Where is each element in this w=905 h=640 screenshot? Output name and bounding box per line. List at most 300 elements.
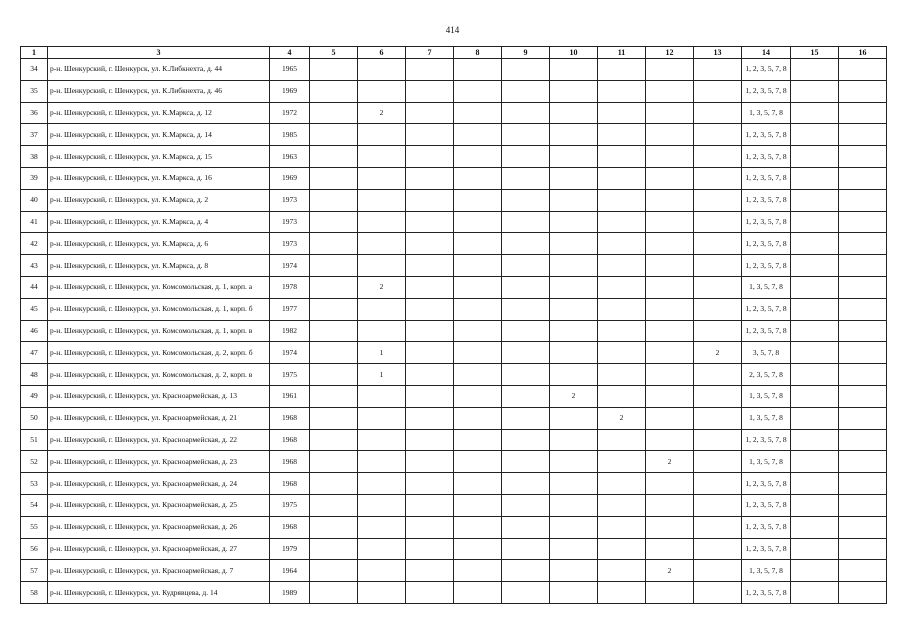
table-cell — [454, 59, 502, 81]
table-cell — [502, 124, 550, 146]
table-cell — [358, 189, 406, 211]
row-number-cell: 39 — [21, 167, 48, 189]
table-cell — [839, 124, 887, 146]
table-cell — [694, 189, 742, 211]
table-cell — [406, 429, 454, 451]
table-cell — [646, 298, 694, 320]
table-cell — [406, 146, 454, 168]
table-cell — [839, 233, 887, 255]
table-cell — [310, 167, 358, 189]
table-row — [21, 189, 887, 211]
table-cell — [502, 167, 550, 189]
table-cell — [406, 124, 454, 146]
table-cell — [791, 429, 839, 451]
table-cell — [791, 255, 839, 277]
row-number-cell: 57 — [21, 560, 48, 582]
table-cell — [598, 320, 646, 342]
table-cell — [358, 233, 406, 255]
table-cell — [550, 473, 598, 495]
table-cell — [310, 516, 358, 538]
table-cell — [694, 407, 742, 429]
column-header: 4 — [270, 47, 310, 59]
table-row — [21, 320, 887, 342]
table-cell — [454, 233, 502, 255]
table-cell — [791, 167, 839, 189]
table-row — [21, 255, 887, 277]
table-cell — [839, 298, 887, 320]
year-cell: 1973 — [270, 233, 310, 255]
table-cell — [550, 320, 598, 342]
year-cell: 1982 — [270, 320, 310, 342]
address-cell: р-н. Шенкурский, г. Шенкурск, ул. К.Маркса, д. 15 — [48, 146, 270, 168]
table-cell — [406, 80, 454, 102]
table-cell — [454, 342, 502, 364]
table-cell — [358, 167, 406, 189]
row-number-cell: 48 — [21, 364, 48, 386]
year-cell: 1985 — [270, 124, 310, 146]
table-cell — [839, 255, 887, 277]
table-cell — [791, 146, 839, 168]
table-cell — [839, 320, 887, 342]
row-number-cell: 53 — [21, 473, 48, 495]
table-cell — [406, 189, 454, 211]
table-cell — [598, 146, 646, 168]
table-cell — [598, 429, 646, 451]
row-number-cell: 56 — [21, 538, 48, 560]
table-cell — [550, 255, 598, 277]
table-row — [21, 429, 887, 451]
table-cell — [310, 494, 358, 516]
table-cell — [598, 276, 646, 298]
year-cell: 1963 — [270, 146, 310, 168]
table-cell — [550, 538, 598, 560]
table-cell — [502, 276, 550, 298]
table-cell — [502, 298, 550, 320]
table-cell — [454, 320, 502, 342]
table-body — [21, 59, 887, 604]
table-cell — [502, 211, 550, 233]
table-cell — [550, 167, 598, 189]
table-cell — [454, 102, 502, 124]
table-cell — [358, 582, 406, 604]
table-cell — [454, 473, 502, 495]
table-cell — [454, 516, 502, 538]
table-cell — [310, 298, 358, 320]
table-cell — [454, 385, 502, 407]
table-cell — [839, 364, 887, 386]
table-cell — [694, 516, 742, 538]
table-cell — [550, 407, 598, 429]
table-cell — [598, 211, 646, 233]
column-header: 10 — [550, 47, 598, 59]
table-cell — [502, 255, 550, 277]
table-cell — [550, 233, 598, 255]
table-cell — [502, 364, 550, 386]
table-cell — [839, 494, 887, 516]
table-cell — [550, 124, 598, 146]
table-cell — [598, 80, 646, 102]
table-cell — [598, 451, 646, 473]
table-cell — [646, 320, 694, 342]
table-cell — [694, 211, 742, 233]
row-number-cell: 55 — [21, 516, 48, 538]
table-cell: 1 — [358, 342, 406, 364]
address-cell: р-н. Шенкурский, г. Шенкурск, ул. К.Маркса, д. 4 — [48, 211, 270, 233]
column-header: 12 — [646, 47, 694, 59]
address-cell: р-н. Шенкурский, г. Шенкурск, ул. К.Либкнехта, д. 46 — [48, 80, 270, 102]
table-cell — [791, 59, 839, 81]
table-cell — [791, 80, 839, 102]
table-cell — [454, 364, 502, 386]
table-cell — [454, 255, 502, 277]
table-cell — [502, 538, 550, 560]
table-cell — [358, 429, 406, 451]
table-cell — [454, 189, 502, 211]
address-cell: р-н. Шенкурский, г. Шенкурск, ул. Красноармейская, д. 7 — [48, 560, 270, 582]
column-header: 7 — [406, 47, 454, 59]
table-cell — [406, 320, 454, 342]
table-row — [21, 473, 887, 495]
row-number-cell: 45 — [21, 298, 48, 320]
year-cell: 1974 — [270, 255, 310, 277]
table-cell — [694, 167, 742, 189]
table-cell — [502, 473, 550, 495]
table-cell — [454, 582, 502, 604]
table-cell — [406, 516, 454, 538]
table-cell: 1, 2, 3, 5, 7, 8 — [742, 211, 791, 233]
table-cell — [646, 516, 694, 538]
address-cell: р-н. Шенкурский, г. Шенкурск, ул. Комсомольская, д. 1, корп. в — [48, 320, 270, 342]
table-row — [21, 102, 887, 124]
table-cell — [358, 211, 406, 233]
table-cell — [454, 538, 502, 560]
table-cell — [694, 59, 742, 81]
table-cell: 1, 3, 5, 7, 8 — [742, 451, 791, 473]
table-cell — [310, 429, 358, 451]
table-cell — [550, 516, 598, 538]
table-cell: 1, 2, 3, 5, 7, 8 — [742, 146, 791, 168]
address-cell: р-н. Шенкурский, г. Шенкурск, ул. К.Маркса, д. 16 — [48, 167, 270, 189]
table-cell — [694, 429, 742, 451]
table-cell — [646, 255, 694, 277]
table-cell — [502, 189, 550, 211]
table-row — [21, 538, 887, 560]
table-cell — [310, 407, 358, 429]
table-cell — [694, 146, 742, 168]
address-cell: р-н. Шенкурский, г. Шенкурск, ул. К.Маркса, д. 14 — [48, 124, 270, 146]
year-cell: 1965 — [270, 59, 310, 81]
table-cell — [358, 407, 406, 429]
table-cell — [646, 407, 694, 429]
table-cell — [502, 560, 550, 582]
page-number: 414 — [445, 25, 460, 35]
year-cell: 1975 — [270, 494, 310, 516]
table-cell — [791, 298, 839, 320]
year-cell: 1964 — [270, 560, 310, 582]
table-cell — [839, 102, 887, 124]
table-cell: 1, 2, 3, 5, 7, 8 — [742, 582, 791, 604]
table-cell — [694, 255, 742, 277]
table-cell — [839, 560, 887, 582]
table-cell — [406, 473, 454, 495]
table-cell — [598, 342, 646, 364]
table-cell — [839, 167, 887, 189]
table-cell — [310, 233, 358, 255]
table-cell — [406, 582, 454, 604]
table-row — [21, 211, 887, 233]
table-cell — [646, 385, 694, 407]
table-cell — [454, 407, 502, 429]
address-cell: р-н. Шенкурский, г. Шенкурск, ул. Красноармейская, д. 21 — [48, 407, 270, 429]
year-cell: 1979 — [270, 538, 310, 560]
table-cell — [406, 211, 454, 233]
address-cell: р-н. Шенкурский, г. Шенкурск, ул. Красноармейская, д. 13 — [48, 385, 270, 407]
table-cell — [791, 211, 839, 233]
column-header: 13 — [694, 47, 742, 59]
table-cell — [791, 342, 839, 364]
table-cell — [839, 407, 887, 429]
table-cell — [550, 298, 598, 320]
table-cell — [791, 124, 839, 146]
table-cell — [550, 59, 598, 81]
table-cell — [694, 276, 742, 298]
table-cell — [310, 582, 358, 604]
header-row — [21, 47, 887, 59]
table-cell — [406, 560, 454, 582]
table-cell — [502, 385, 550, 407]
table-cell — [791, 364, 839, 386]
column-header: 8 — [454, 47, 502, 59]
table-cell — [550, 494, 598, 516]
table-cell — [839, 538, 887, 560]
table-cell: 1, 3, 5, 7, 8 — [742, 276, 791, 298]
table-cell — [598, 538, 646, 560]
table-cell — [694, 233, 742, 255]
table-cell: 2 — [358, 102, 406, 124]
table-cell — [358, 538, 406, 560]
table-row — [21, 59, 887, 81]
table-cell — [358, 80, 406, 102]
table-cell — [791, 233, 839, 255]
table-cell: 1, 2, 3, 5, 7, 8 — [742, 516, 791, 538]
table-cell — [358, 494, 406, 516]
table-cell — [598, 255, 646, 277]
year-cell: 1989 — [270, 582, 310, 604]
table-cell — [406, 538, 454, 560]
column-header: 1 — [21, 47, 48, 59]
table-cell — [550, 211, 598, 233]
table-cell — [550, 560, 598, 582]
table-cell — [502, 451, 550, 473]
table-cell — [358, 516, 406, 538]
year-cell: 1978 — [270, 276, 310, 298]
table-cell — [694, 320, 742, 342]
table-cell — [406, 102, 454, 124]
row-number-cell: 50 — [21, 407, 48, 429]
table-cell — [839, 146, 887, 168]
row-number-cell: 38 — [21, 146, 48, 168]
table-cell — [454, 211, 502, 233]
row-number-cell: 34 — [21, 59, 48, 81]
table-cell — [454, 124, 502, 146]
table-cell — [839, 451, 887, 473]
table-cell — [310, 451, 358, 473]
table-cell — [358, 320, 406, 342]
table-cell — [694, 582, 742, 604]
table-cell — [502, 233, 550, 255]
year-cell: 1969 — [270, 167, 310, 189]
table-cell — [598, 494, 646, 516]
table-row — [21, 385, 887, 407]
table-cell — [550, 276, 598, 298]
table-cell — [598, 189, 646, 211]
table-cell — [646, 124, 694, 146]
address-cell: р-н. Шенкурский, г. Шенкурск, ул. К.Маркса, д. 8 — [48, 255, 270, 277]
address-cell: р-н. Шенкурский, г. Шенкурск, ул. К.Маркса, д. 2 — [48, 189, 270, 211]
table-cell: 3, 5, 7, 8 — [742, 342, 791, 364]
table-cell — [694, 451, 742, 473]
table-cell — [454, 298, 502, 320]
table-cell: 1, 2, 3, 5, 7, 8 — [742, 233, 791, 255]
table-cell — [646, 80, 694, 102]
table-cell — [358, 124, 406, 146]
table-cell — [502, 494, 550, 516]
table-cell — [839, 80, 887, 102]
table-cell — [791, 538, 839, 560]
table-cell — [502, 80, 550, 102]
table-cell — [646, 364, 694, 386]
table-cell — [598, 385, 646, 407]
table-cell: 1, 2, 3, 5, 7, 8 — [742, 538, 791, 560]
table-row — [21, 582, 887, 604]
table-cell — [550, 102, 598, 124]
table-cell — [646, 59, 694, 81]
table-cell — [358, 385, 406, 407]
year-cell: 1977 — [270, 298, 310, 320]
table-cell — [839, 189, 887, 211]
table-cell — [310, 473, 358, 495]
table-cell — [646, 342, 694, 364]
table-cell: 2, 3, 5, 7, 8 — [742, 364, 791, 386]
year-cell: 1973 — [270, 211, 310, 233]
table-cell — [839, 429, 887, 451]
table-cell — [406, 255, 454, 277]
column-header: 3 — [48, 47, 270, 59]
table-cell — [550, 80, 598, 102]
address-cell: р-н. Шенкурский, г. Шенкурск, ул. К.Маркса, д. 12 — [48, 102, 270, 124]
table-cell — [694, 124, 742, 146]
table-cell — [646, 494, 694, 516]
year-cell: 1968 — [270, 516, 310, 538]
column-header: 6 — [358, 47, 406, 59]
table-cell: 1, 2, 3, 5, 7, 8 — [742, 429, 791, 451]
table-cell — [454, 80, 502, 102]
table-row — [21, 364, 887, 386]
table-cell — [550, 451, 598, 473]
table-cell — [406, 233, 454, 255]
column-header: 14 — [742, 47, 791, 59]
table-cell: 1, 2, 3, 5, 7, 8 — [742, 473, 791, 495]
table-cell — [454, 146, 502, 168]
table-cell: 2 — [694, 342, 742, 364]
table-cell — [646, 582, 694, 604]
table-cell — [406, 407, 454, 429]
table-cell — [791, 189, 839, 211]
table-cell — [791, 385, 839, 407]
row-number-cell: 52 — [21, 451, 48, 473]
table-cell — [598, 473, 646, 495]
row-number-cell: 35 — [21, 80, 48, 102]
row-number-cell: 41 — [21, 211, 48, 233]
row-number-cell: 36 — [21, 102, 48, 124]
table-cell — [598, 560, 646, 582]
table-row — [21, 494, 887, 516]
table-cell — [310, 211, 358, 233]
table-cell — [598, 298, 646, 320]
table-cell — [310, 255, 358, 277]
table-cell — [839, 582, 887, 604]
address-cell: р-н. Шенкурский, г. Шенкурск, ул. К.Маркса, д. 6 — [48, 233, 270, 255]
table-cell: 1, 3, 5, 7, 8 — [742, 407, 791, 429]
table-cell — [310, 59, 358, 81]
table-cell — [310, 102, 358, 124]
row-number-cell: 43 — [21, 255, 48, 277]
table-cell — [406, 276, 454, 298]
table-cell — [694, 80, 742, 102]
table-cell — [791, 494, 839, 516]
table-row — [21, 560, 887, 582]
table-cell — [839, 276, 887, 298]
table-cell — [598, 364, 646, 386]
table-cell — [502, 102, 550, 124]
table-cell — [310, 189, 358, 211]
table-cell — [406, 494, 454, 516]
table-cell — [598, 124, 646, 146]
table-cell — [791, 582, 839, 604]
table-cell — [694, 364, 742, 386]
table-cell — [646, 429, 694, 451]
table-cell — [646, 102, 694, 124]
table-cell — [310, 342, 358, 364]
table-row — [21, 451, 887, 473]
address-cell: р-н. Шенкурский, г. Шенкурск, ул. Комсомольская, д. 2, корп. б — [48, 342, 270, 364]
table-cell — [646, 538, 694, 560]
table-row — [21, 276, 887, 298]
table-cell — [454, 429, 502, 451]
address-cell: р-н. Шенкурский, г. Шенкурск, ул. Красноармейская, д. 25 — [48, 494, 270, 516]
table-cell — [598, 59, 646, 81]
table-row — [21, 342, 887, 364]
table-row — [21, 516, 887, 538]
address-cell: р-н. Шенкурский, г. Шенкурск, ул. Красноармейская, д. 24 — [48, 473, 270, 495]
year-cell: 1973 — [270, 189, 310, 211]
table-cell: 2 — [646, 451, 694, 473]
table-cell — [550, 189, 598, 211]
year-cell: 1975 — [270, 364, 310, 386]
table-cell: 1, 2, 3, 5, 7, 8 — [742, 167, 791, 189]
table-cell — [839, 473, 887, 495]
table-cell — [502, 320, 550, 342]
row-number-cell: 37 — [21, 124, 48, 146]
table-row — [21, 167, 887, 189]
table-cell — [791, 276, 839, 298]
address-cell: р-н. Шенкурский, г. Шенкурск, ул. Кудрявцева, д. 14 — [48, 582, 270, 604]
table-cell — [791, 320, 839, 342]
address-cell: р-н. Шенкурский, г. Шенкурск, ул. Комсомольская, д. 2, корп. в — [48, 364, 270, 386]
table-cell: 1, 2, 3, 5, 7, 8 — [742, 320, 791, 342]
table-cell — [358, 473, 406, 495]
table-cell — [502, 429, 550, 451]
